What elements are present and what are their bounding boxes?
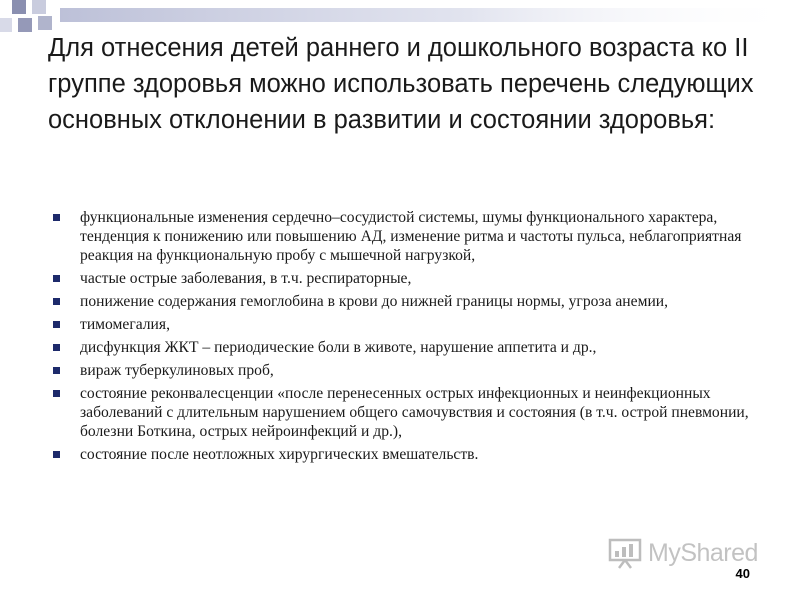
- list-item: [52, 338, 762, 357]
- square-bullet-icon: [53, 321, 60, 328]
- square-bullet-icon: [53, 367, 60, 374]
- bullet-list: [52, 208, 762, 468]
- square-bullet-icon: [53, 214, 60, 221]
- list-item: [52, 208, 762, 265]
- corner-square: [38, 16, 52, 30]
- list-item-text: тимомегалия,: [80, 316, 170, 333]
- list-item: [52, 361, 762, 380]
- square-bullet-icon: [53, 275, 60, 282]
- list-item-text: функциональные изменения сердечно–сосудистой системы, шумы функционального характера, тенденция к понижению или повышению АД, изменение ритма и частоты пульса, неблагоприятная реакция на функциональную пробу с мышечной нагрузкой,: [80, 209, 742, 264]
- corner-square: [0, 18, 12, 32]
- corner-square: [12, 0, 26, 14]
- square-bullet-icon: [53, 390, 60, 397]
- header-band: [60, 8, 800, 22]
- list-item-text: частые острые заболевания, в т.ч. респираторные,: [80, 270, 412, 287]
- square-bullet-icon: [53, 451, 60, 458]
- list-item-text: состояние после неотложных хирургических вмешательств.: [80, 446, 479, 463]
- list-item: [52, 445, 762, 464]
- list-item: [52, 315, 762, 334]
- list-item-text: состояние реконвалесценции «после перенесенных острых инфекционных и неинфекционных заболеваний с длительным нарушением общего самочувствия и состояния (в т.ч. острой пневмонии, болезни Боткина, острых нейроинфекций и др.),: [80, 385, 749, 440]
- page-number: 40: [735, 566, 750, 581]
- square-bullet-icon: [53, 344, 60, 351]
- list-item-text: вираж туберкулиновых проб,: [80, 362, 274, 379]
- list-item: [52, 269, 762, 288]
- list-item: [52, 384, 762, 441]
- list-item-text: дисфункция ЖКТ – периодические боли в животе, нарушение аппетита и др.,: [80, 339, 597, 356]
- list-item: [52, 292, 762, 311]
- corner-square: [18, 18, 32, 32]
- watermark-text: MyShared: [648, 539, 758, 567]
- presentation-board-icon: [608, 537, 642, 569]
- corner-square: [32, 0, 46, 14]
- list-item-text: понижение содержания гемоглобина в крови до нижней границы нормы, угроза анемии,: [80, 293, 669, 310]
- slide-title: Для отнесения детей раннего и дошкольного возраста ко II группе здоровья можно использовать перечень следующих основных отклонении в развитии и состоянии здоровья:: [48, 34, 754, 134]
- square-bullet-icon: [53, 298, 60, 305]
